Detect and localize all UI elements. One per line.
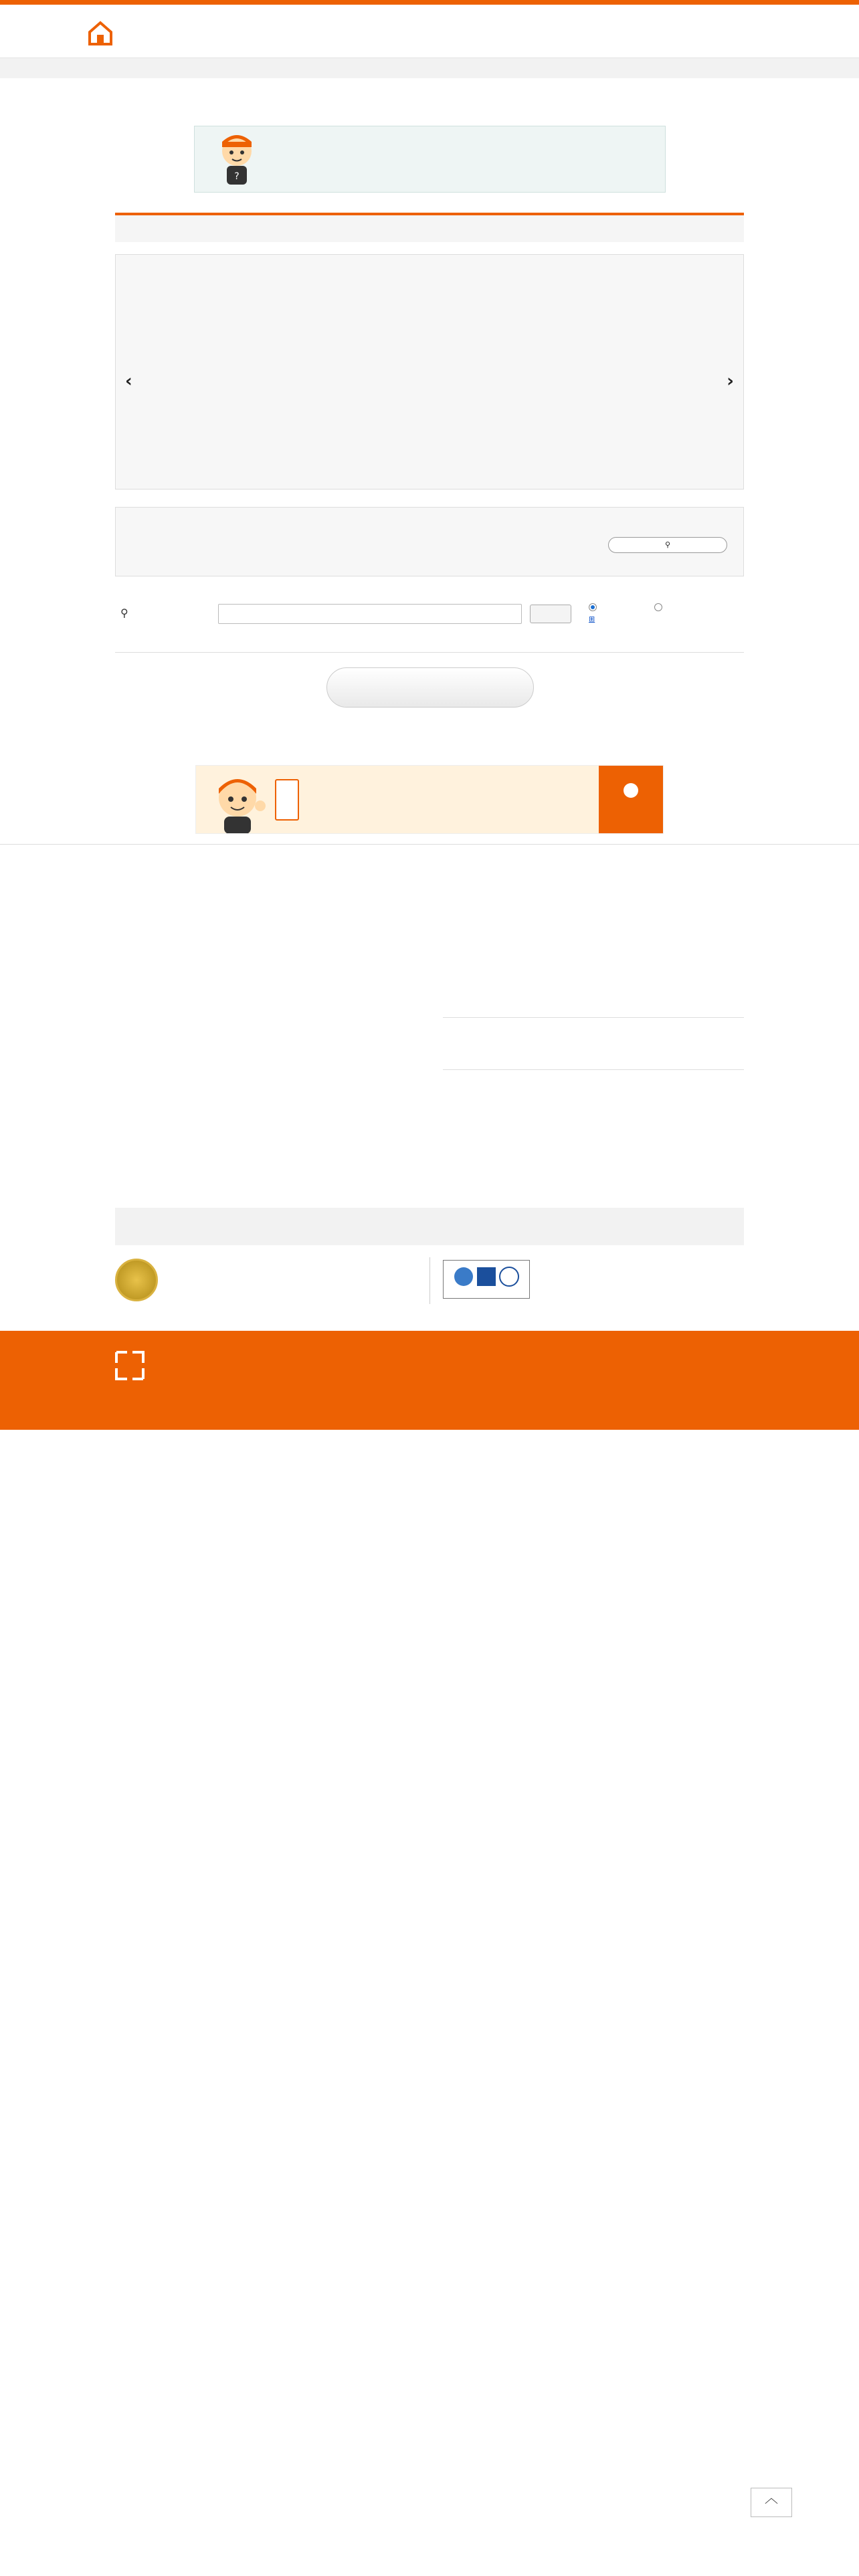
feedback-line [0, 1176, 859, 1185]
radio-all-dot [589, 603, 597, 611]
site-logo[interactable] [87, 19, 119, 48]
chevron-up-icon: ︿ [765, 2490, 778, 2506]
page-top-button[interactable] [751, 2488, 792, 2517]
lifull-logo[interactable] [115, 1351, 153, 1380]
carousel-next-button[interactable]: › [727, 371, 734, 391]
radio-any[interactable] [654, 603, 665, 611]
keyword-search [115, 599, 744, 653]
search-icon: ⚲ [120, 607, 128, 619]
top-accent-bar [0, 0, 859, 5]
page-meta-bar [0, 58, 859, 78]
svg-text:?: ? [234, 171, 240, 182]
arrow-right-icon [624, 783, 638, 798]
same-area-panel [115, 507, 744, 576]
similar-search-button[interactable] [608, 537, 727, 553]
keyword-label [120, 607, 128, 619]
safety-title [115, 1208, 744, 1245]
lifull-mark-icon [115, 1351, 145, 1380]
mascot-illustration [208, 770, 272, 834]
trust-seal-icon [115, 1259, 158, 1301]
divider [443, 1017, 744, 1018]
support-center-banner[interactable] [195, 765, 664, 834]
radio-all[interactable] [589, 603, 599, 611]
site-header [0, 5, 859, 58]
plus-icon: ⊞ [589, 615, 595, 623]
search-icon: ⚲ [664, 540, 671, 549]
breadcrumb [0, 78, 859, 108]
house-logo-icon [87, 20, 114, 47]
radio-any-dot [654, 603, 662, 611]
divider [443, 1069, 744, 1070]
property-carousel [146, 295, 708, 445]
section-title [115, 213, 744, 242]
homes-top-button[interactable] [326, 667, 534, 708]
keyword-search-button[interactable] [530, 605, 571, 623]
carousel-prev-button[interactable]: ‹ [125, 371, 132, 391]
recommend-panel [115, 254, 744, 490]
listing-ended-notice [194, 126, 666, 193]
mascot-illustration [216, 132, 258, 186]
isms-logo-icon [443, 1260, 530, 1299]
banner-cta[interactable] [599, 766, 663, 834]
keyword-input[interactable] [218, 604, 522, 624]
footer-corporate [0, 1331, 859, 1430]
exclude-keyword-link[interactable] [589, 615, 595, 623]
free-badge [275, 779, 299, 821]
